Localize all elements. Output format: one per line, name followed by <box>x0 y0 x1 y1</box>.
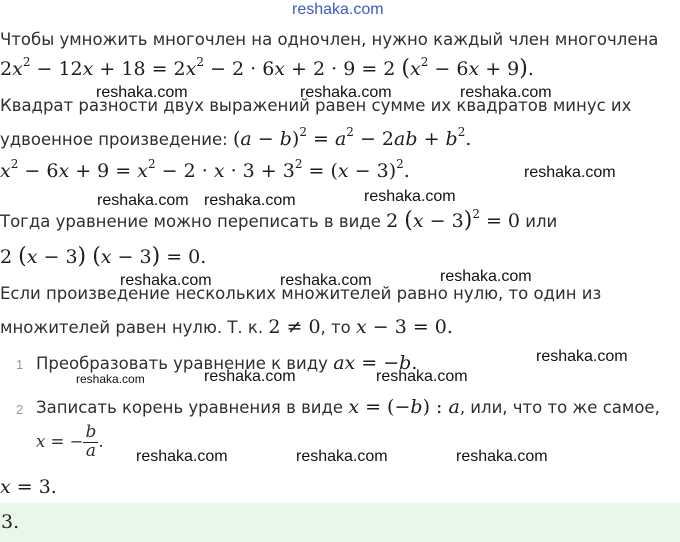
step-1-formula: ax = −b. <box>333 352 418 374</box>
watermark: reshaka.com <box>96 84 188 101</box>
step-number: 2 <box>16 402 24 417</box>
step-2 <box>36 396 660 418</box>
perfect-square-formula: $x^2 - 6x + 9 = x^2 - 2 \cdot x \cdot 3 + 3^2 = (x - 3)^2$. <box>0 157 410 182</box>
factored-formula: 2 (x − 3) (x − 3) = 0. <box>0 244 207 269</box>
fraction-b-over-a: $\frac{b}{a}$ <box>85 422 97 461</box>
step-2-fraction-formula: x = − $\frac{b}{a}$ . <box>36 422 104 461</box>
watermark: reshaka.com <box>204 368 296 385</box>
watermark: reshaka.com <box>76 372 145 386</box>
product-zero-text-3: , то <box>320 318 351 337</box>
answer-value: 3. <box>1 511 20 533</box>
watermark: reshaka.com <box>460 84 552 101</box>
watermark: reshaka.com <box>97 192 189 209</box>
step-2-text-after: , или, что то же самое, <box>459 398 660 417</box>
rewrite-text: Тогда уравнение можно переписать в виде <box>0 212 381 231</box>
step-2-text: Записать корень уравнения в виде <box>36 398 344 417</box>
result-formula: x = 3. <box>0 476 57 498</box>
watermark: reshaka.com <box>296 448 388 465</box>
square-diff-text: Квадрат разности двух выражений равен сумме их квадратов минус их <box>0 96 632 115</box>
watermark: reshaka.com <box>536 348 628 365</box>
watermark: reshaka.com <box>524 164 616 181</box>
product-zero-text: Если произведение нескольких множителей равно нулю, то один из <box>0 284 602 303</box>
watermark: reshaka.com <box>136 448 228 465</box>
step-number: 1 <box>16 357 24 372</box>
step-2-formula: x = (−b) : a <box>348 396 460 418</box>
watermark: reshaka.com <box>440 268 532 285</box>
square-diff-line <box>0 125 472 150</box>
zero-factor-formula: x − 3 = 0. <box>356 316 453 338</box>
step-1-text: Преобразовать уравнение к виду <box>36 354 328 373</box>
watermark: reshaka.com <box>456 448 548 465</box>
square-diff-text-2: удвоенное произведение: <box>0 130 228 149</box>
rewrite-line <box>0 208 557 233</box>
answer-box <box>0 503 680 542</box>
intro-text: Чтобы умножить многочлен на одночлен, нужно каждый член многочлена <box>0 30 659 49</box>
square-diff-formula: $(a - b)^2 = a^2 - 2ab + b^2$. <box>232 125 472 150</box>
rewrite-suffix: или <box>525 212 558 231</box>
nonzero-formula: 2 ≠ 0 <box>268 316 321 338</box>
rewrite-formula: 2 $(x - 3)^2 = 0$ <box>386 207 521 233</box>
watermark: reshaka.com <box>120 272 212 289</box>
watermark: reshaka.com <box>300 84 392 101</box>
product-zero-text-2: множителей равен нулю. Т. к. <box>0 318 264 337</box>
watermark: reshaka.com <box>280 272 372 289</box>
watermark: reshaka.com <box>376 368 468 385</box>
watermark-top: reshaka.com <box>292 1 384 18</box>
expansion-formula: $2x^2 - 12x + 18 = 2x^2 - 2 \cdot 6x + 2 \cdot 9 = 2$ $(x^2 - 6x + 9)$. <box>0 55 534 81</box>
watermark: reshaka.com <box>204 192 296 209</box>
watermark: reshaka.com <box>364 188 456 205</box>
step-1 <box>36 352 417 374</box>
product-zero-line <box>0 316 453 338</box>
